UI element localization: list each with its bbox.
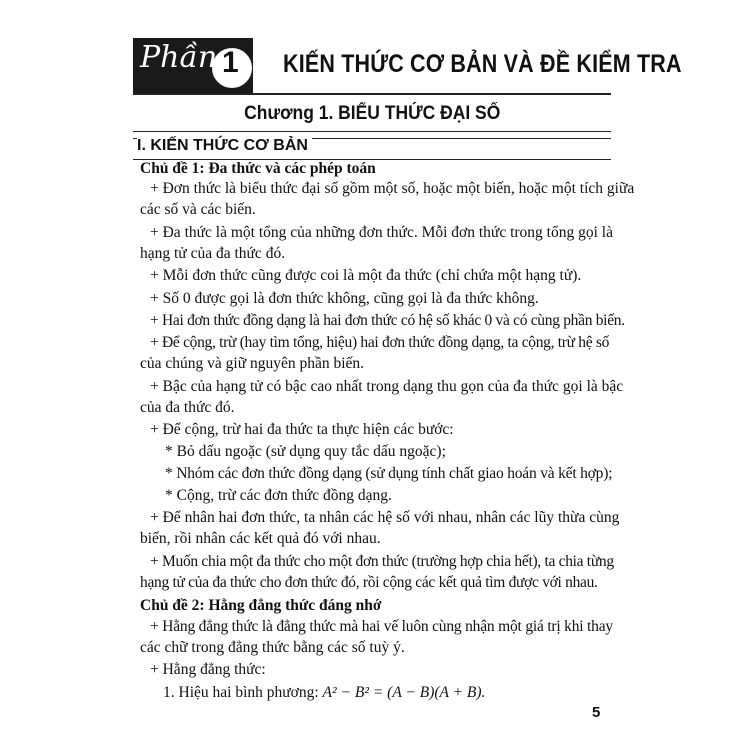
chapter-rule <box>133 131 611 132</box>
body-line: + Để nhân hai đơn thức, ta nhân các hệ số với nhau, nhân các lũy thừa cùng <box>150 509 620 526</box>
identity-item <box>163 684 485 702</box>
top-rule <box>133 93 611 95</box>
identity-label: 1. Hiệu hai bình phương: <box>163 684 319 701</box>
body-line: biến, rồi nhân các kết quả đó với nhau. <box>140 530 381 547</box>
body-line: của chúng và giữ nguyên phần biến. <box>140 355 365 372</box>
topic2-heading: Chủ đề 2: Hằng đẳng thức đáng nhớ <box>140 597 382 614</box>
body-line: các chữ trong đẳng thức bằng các số tuỳ ý. <box>140 639 405 656</box>
body-line: hạng tử của đa thức cho đơn thức đó, rồi cộng các kết quả tìm được với nhau. <box>140 574 598 591</box>
chapter-title-text: Chương 1. BIỂU THỨC ĐẠI SỐ <box>243 103 501 124</box>
body-line: + Bậc của hạng tử có bậc cao nhất trong dạng thu gọn của đa thức gọi là bậc <box>150 378 624 395</box>
chapter-title <box>133 103 611 125</box>
body-line: + Để cộng, trừ (hay tìm tổng, hiệu) hai đơn thức đồng dạng, ta cộng, trừ hệ số <box>150 334 610 351</box>
body-line: của đa thức đó. <box>140 399 235 416</box>
page-number: 5 <box>592 704 601 721</box>
body-line: + Để cộng, trừ hai đa thức ta thực hiện các bước: <box>150 421 454 438</box>
body-line: + Hằng đẳng thức: <box>150 661 266 678</box>
body-line: + Hằng đẳng thức là đẳng thức mà hai vế luôn cùng nhận một giá trị khi thay <box>150 618 613 635</box>
body-line: * Nhóm các đơn thức đồng dạng (sử dụng tính chất giao hoán và kết hợp); <box>165 465 613 482</box>
body-line: các số và các biến. <box>140 201 256 218</box>
part-title: KIẾN THỨC CƠ BẢN VÀ ĐỀ KIỂM TRA <box>283 50 682 78</box>
body-line: * Bỏ dấu ngoặc (sử dụng quy tắc dấu ngoặc); <box>165 443 446 460</box>
body-line: * Cộng, trừ các đơn thức đồng dạng. <box>165 487 392 504</box>
body-line: + Đa thức là một tổng của những đơn thức. Mỗi đơn thức trong tổng gọi là <box>150 224 613 241</box>
body-line: hạng tử của đa thức đó. <box>140 245 286 262</box>
part-word: Phần <box>140 40 218 75</box>
body-line: + Đơn thức là biểu thức đại số gồm một số, hoặc một biến, hoặc một tích giữa <box>150 180 635 197</box>
body-line: + Muốn chia một đa thức cho một đơn thức (trường hợp chia hết), ta chia từng <box>150 553 614 570</box>
topic1-heading: Chủ đề 1: Đa thức và các phép toán <box>140 160 376 177</box>
identity-formula: A² − B² = (A − B)(A + B). <box>322 684 486 701</box>
body-line: + Số 0 được gọi là đơn thức không, cũng gọi là đa thức không. <box>150 290 539 307</box>
part-number: 1 <box>222 46 239 79</box>
section-title: I. KIẾN THỨC CƠ BẢN <box>137 137 312 155</box>
body-line: + Hai đơn thức đồng dạng là hai đơn thức có hệ số khác 0 và có cùng phần biến. <box>150 312 625 329</box>
body-line: + Mỗi đơn thức cũng được coi là một đa thức (chỉ chứa một hạng tử). <box>150 267 582 284</box>
